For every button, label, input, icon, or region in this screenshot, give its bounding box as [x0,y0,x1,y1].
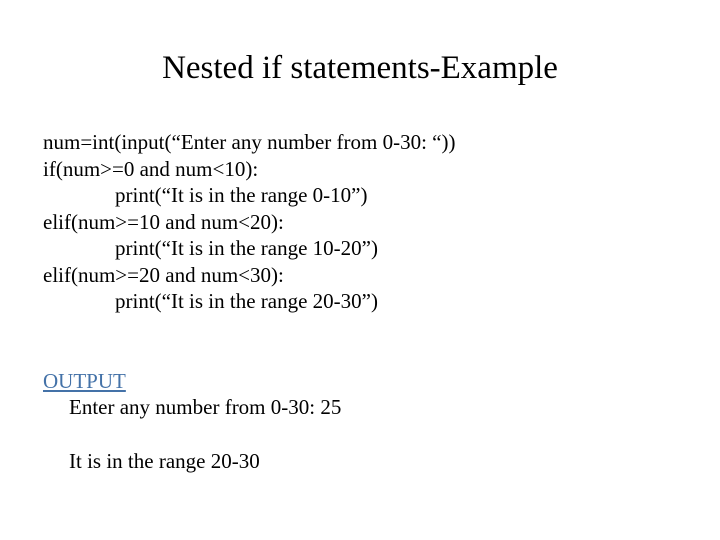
code-line: elif(num>=20 and num<30): [43,262,284,287]
code-line: print(“It is in the range 0-10”) [115,183,368,207]
code-line: elif(num>=10 and num<20): [43,209,284,234]
output-line: It is in the range 20-30 [69,449,260,473]
code-line: num=int(input(“Enter any number from 0-30: “)) [43,130,456,154]
code-line: print(“It is in the range 10-20”) [115,236,378,260]
output-label: OUTPUT [43,369,126,393]
code-line: if(num>=0 and num<10): [43,156,259,181]
slide-title: Nested if statements-Example [162,50,558,86]
code-block [43,129,455,315]
output-line: Enter any number from 0-30: 25 [69,395,342,419]
code-line: print(“It is in the range 20-30”) [115,289,378,313]
